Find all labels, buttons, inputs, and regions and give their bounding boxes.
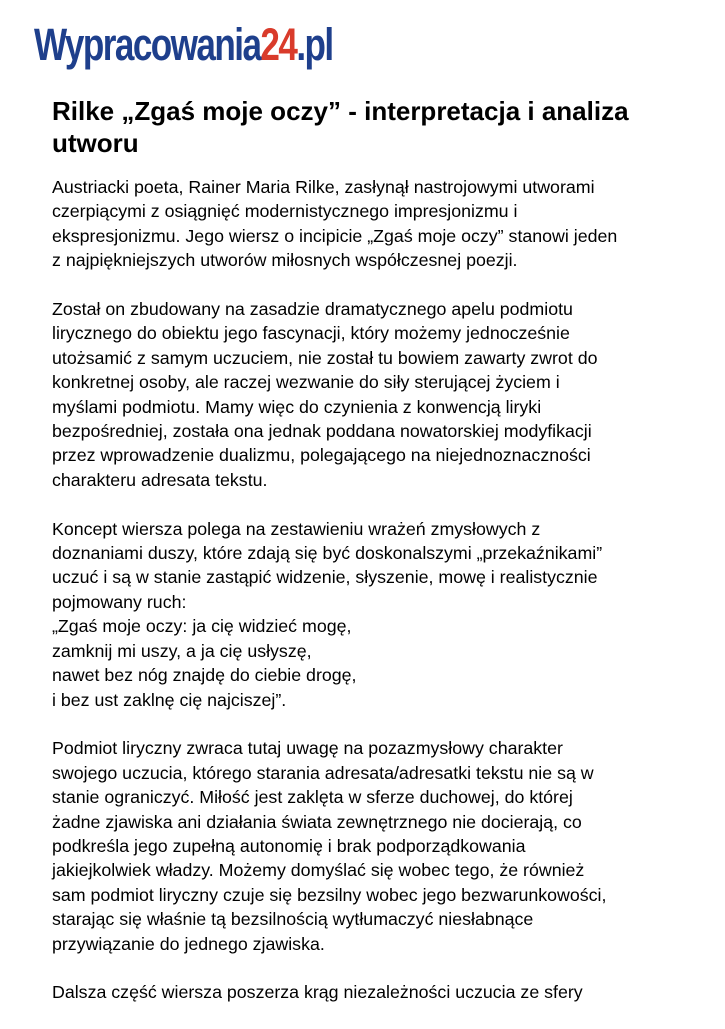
paragraph-line: stanie ograniczyć. Miłość jest zaklęta w sferze duchowej, do której bbox=[52, 787, 573, 808]
article-body bbox=[52, 175, 677, 1029]
paragraph-line: Dalsza część wiersza poszerza krąg niezależności uczucia ze sfery bbox=[52, 982, 583, 1003]
logo-text-wypracowania: Wypracowania bbox=[34, 19, 261, 70]
paragraph-line: utożsamić z samym uczuciem, nie został tu bowiem zawarty zwrot do bbox=[52, 347, 598, 368]
paragraph-line: jakiejkolwiek władzy. Możemy domyślać się wobec tego, że również bbox=[52, 860, 585, 881]
paragraph-line: konkretnej osoby, ale raczej wezwanie do siły sterującej życiem i bbox=[52, 372, 560, 393]
paragraph-line: doznaniami duszy, które zdają się być doskonalszymi „przekaźnikami” bbox=[52, 543, 603, 564]
paragraph-line: uczuć i są w stanie zastąpić widzenie, słyszenie, mowę i realistycznie bbox=[52, 567, 598, 588]
paragraph-line: sam podmiot liryczny czuje się bezsilny wobec jego bezwarunkowości, bbox=[52, 884, 607, 905]
paragraph-line: Został on zbudowany na zasadzie dramatycznego apelu podmiotu bbox=[52, 299, 573, 320]
paragraph-line: swojego uczucia, którego starania adresata/adresatki tekstu nie są w bbox=[52, 762, 594, 783]
paragraph-line: czerpiącymi z osiągnięć modernistycznego impresjonizmu i bbox=[52, 201, 518, 222]
paragraph-line: „Zgaś moje oczy: ja cię widzieć mogę, bbox=[52, 616, 352, 637]
paragraph-line: i bez ust zaklnę cię najciszej”. bbox=[52, 689, 287, 710]
paragraph-line: myślami podmiotu. Mamy więc do czynienia z konwencją liryki bbox=[52, 396, 542, 417]
paragraph-line: podkreśla jego zupełną autonomię i brak podporządkowania bbox=[52, 835, 526, 856]
article-title bbox=[52, 95, 672, 159]
site-logo[interactable] bbox=[34, 14, 333, 76]
article-paragraph-1 bbox=[52, 175, 677, 273]
paragraph-line: charakteru adresata tekstu. bbox=[52, 469, 268, 490]
article-title-line-2: utworu bbox=[52, 128, 139, 158]
logo-text-24: 24 bbox=[260, 19, 297, 70]
paragraph-line: starając się właśnie tą bezsilnością wytłumaczyć niesłabnące bbox=[52, 909, 534, 930]
logo-text-domain: .pl bbox=[296, 19, 333, 70]
paragraph-line: nawet bez nóg znajdę do ciebie drogę, bbox=[52, 665, 357, 686]
article-paragraph-4 bbox=[52, 736, 677, 956]
paragraph-line: zamknij mi uszy, a ja cię usłyszę, bbox=[52, 640, 312, 661]
paragraph-line: przywiązanie do jednego zjawiska. bbox=[52, 933, 325, 954]
article-paragraph-5 bbox=[52, 980, 677, 1004]
paragraph-line: pojmowany ruch: bbox=[52, 591, 187, 612]
paragraph-line: przez wprowadzenie dualizmu, polegającego na niejednoznaczności bbox=[52, 445, 591, 466]
article-paragraph-2 bbox=[52, 297, 677, 492]
paragraph-line: Koncept wiersza polega na zestawieniu wrażeń zmysłowych z bbox=[52, 518, 541, 539]
paragraph-line: żadne zjawiska ani działania świata zewnętrznego nie docierają, co bbox=[52, 811, 582, 832]
paragraph-line: ekspresjonizmu. Jego wiersz o incipicie „Zgaś moje oczy” stanowi jeden bbox=[52, 225, 618, 246]
paragraph-line: z najpiękniejszych utworów miłosnych współczesnej poezji. bbox=[52, 250, 518, 271]
paragraph-line: Podmiot liryczny zwraca tutaj uwagę na pozazmysłowy charakter bbox=[52, 738, 563, 759]
article-paragraph-3 bbox=[52, 517, 677, 712]
paragraph-line: lirycznego do obiektu jego fascynacji, który możemy jednocześnie bbox=[52, 323, 570, 344]
paragraph-line: bezpośredniej, została ona jednak poddana nowatorskiej modyfikacji bbox=[52, 421, 592, 442]
article-title-line-1: Rilke „Zgaś moje oczy” - interpretacja i analiza bbox=[52, 96, 629, 126]
paragraph-line: Austriacki poeta, Rainer Maria Rilke, zasłynął nastrojowymi utworami bbox=[52, 177, 595, 197]
